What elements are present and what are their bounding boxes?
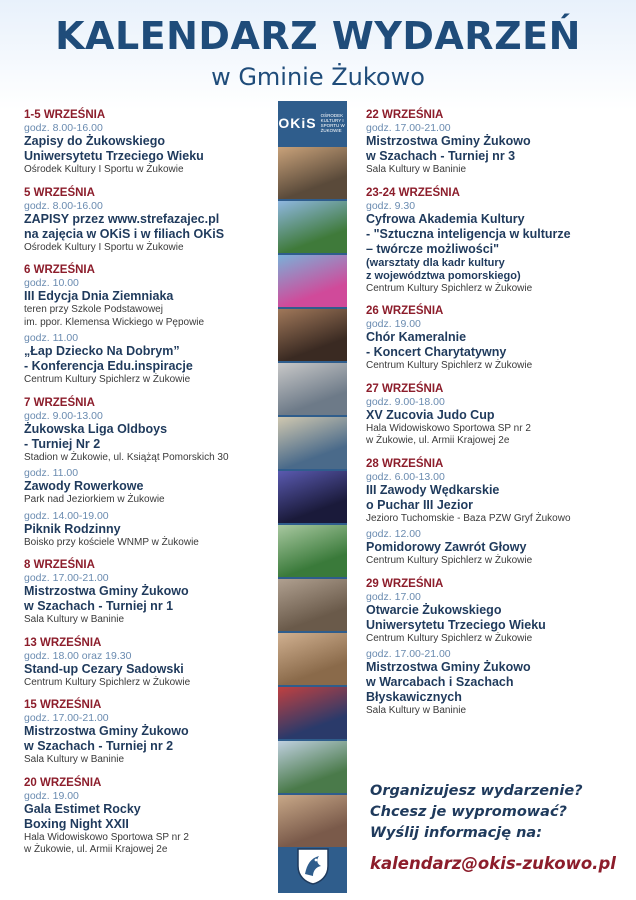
event-title-line: Otwarcie Żukowskiego bbox=[366, 602, 502, 617]
event-venue-line: w Żukowie, ul. Armii Krajowej 2e bbox=[24, 844, 168, 855]
event-title-line: w Szachach - Turniej nr 3 bbox=[366, 149, 516, 163]
event-entry bbox=[24, 277, 274, 329]
photo-list bbox=[278, 147, 347, 847]
event-title-line: Zawody Rowerkowe bbox=[24, 479, 144, 493]
event-date: 20 WRZEŚNIA bbox=[24, 776, 102, 789]
event-title-line: Uniwersytetu Trzeciego Wieku bbox=[366, 617, 546, 632]
cycling-photo-icon bbox=[278, 741, 347, 793]
event-date: 13 WRZEŚNIA bbox=[24, 636, 102, 649]
event-venue-line: Sala Kultury w Baninie bbox=[24, 754, 125, 765]
event-title-line: Mistrzostwa Gminy Żukowo bbox=[366, 660, 531, 674]
event-title-line: na zajęcia w OKiS i w filiach OKiS bbox=[24, 226, 225, 241]
event-title-line: - Turniej Nr 2 bbox=[24, 436, 101, 451]
event-entry bbox=[24, 467, 274, 507]
event-time: godz. 19.00 bbox=[366, 318, 421, 330]
left-event-column bbox=[24, 108, 274, 866]
promo-line: Organizujesz wydarzenie? bbox=[370, 783, 583, 799]
color-festival-photo-icon bbox=[278, 255, 347, 307]
event-title-line: o Puchar III Jezior bbox=[366, 497, 473, 512]
event-venue-line: Centrum Kultury Spichlerz w Żukowie bbox=[24, 676, 191, 688]
event-title-line: – twórcze możliwości" bbox=[366, 241, 500, 256]
event-venue-line: Centrum Kultury Spichlerz w Żukowie bbox=[366, 555, 533, 566]
contact-email-link[interactable]: kalendarz@okis-zukowo.pl bbox=[370, 854, 616, 873]
event-title-line: Chór Kameralnie bbox=[366, 330, 467, 344]
guitar-concert-photo-icon bbox=[278, 363, 347, 415]
event-date: 22 WRZEŚNIA bbox=[366, 109, 444, 121]
event-title-line: Żukowska Liga Oldboys bbox=[24, 421, 168, 436]
event-group bbox=[366, 577, 628, 718]
event-group bbox=[24, 776, 274, 857]
okis-logo-icon: OKiS bbox=[278, 115, 317, 131]
event-group bbox=[24, 186, 274, 255]
event-group bbox=[366, 382, 628, 448]
football-photo-icon bbox=[278, 525, 347, 577]
event-venue-line: Sala Kultury w Baninie bbox=[366, 705, 467, 716]
event-entry bbox=[366, 122, 628, 177]
event-venue-line: Ośrodek Kultury I Sportu w Żukowie bbox=[24, 164, 184, 175]
stage-band-photo-icon bbox=[278, 471, 347, 523]
event-time: godz. 18.00 oraz 19.30 bbox=[24, 649, 132, 662]
event-venue-line: teren przy Szkole Podstawowej bbox=[24, 304, 163, 315]
event-group bbox=[24, 396, 274, 550]
header bbox=[0, 14, 636, 94]
event-date: 23-24 WRZEŚNIA bbox=[366, 186, 460, 199]
event-venue-line: im. ppor. Klemensa Wickiego w Pępowie bbox=[24, 316, 205, 328]
event-time: godz. 9.00-18.00 bbox=[366, 395, 445, 408]
event-title-line: Pomidorowy Zawrót Głowy bbox=[366, 540, 527, 554]
event-time: godz. 19.00 bbox=[24, 789, 79, 802]
event-date: 5 WRZEŚNIA bbox=[24, 186, 95, 199]
event-title-line: XV Zucovia Judo Cup bbox=[366, 407, 495, 422]
event-venue-line: Stadion w Żukowie, ul. Książąt Pomorskich 30 bbox=[24, 451, 229, 463]
conference-photo-icon bbox=[278, 309, 347, 361]
event-date: 1-5 WRZEŚNIA bbox=[24, 109, 106, 121]
event-entry bbox=[366, 591, 628, 646]
chess-players-photo-icon bbox=[278, 579, 347, 631]
event-title-line: Gala Estimet Rocky bbox=[24, 801, 141, 816]
event-title-line: Piknik Rodzinny bbox=[24, 521, 121, 536]
event-entry bbox=[24, 650, 274, 690]
event-title-line: Boxing Night XXII bbox=[24, 816, 129, 831]
event-time: godz. 17.00-21.00 bbox=[366, 122, 451, 134]
event-venue-line: Park nad Jeziorkiem w Żukowie bbox=[24, 494, 165, 505]
event-venue-line: Centrum Kultury Spichlerz w Żukowie bbox=[366, 632, 533, 644]
event-date: 15 WRZEŚNIA bbox=[24, 699, 102, 711]
sports-hall-photo-icon bbox=[278, 633, 347, 685]
event-time: godz. 9.30 bbox=[366, 199, 416, 212]
judo-photo-icon bbox=[278, 687, 347, 739]
event-title-line: w Szachach - Turniej nr 2 bbox=[24, 739, 174, 753]
right-event-column bbox=[366, 108, 628, 727]
okis-logo-text: OŚRODEK KULTURY I SPORTU W ŻUKOWIE bbox=[320, 113, 345, 133]
event-date: 8 WRZEŚNIA bbox=[24, 559, 95, 571]
event-venue-line: Hala Widowiskowo Sportowa SP nr 2 bbox=[24, 831, 189, 843]
photo-strip bbox=[278, 101, 347, 893]
chess-photo-icon bbox=[278, 147, 347, 199]
event-title-line: Błyskawicznych bbox=[366, 690, 462, 704]
event-date: 6 WRZEŚNIA bbox=[24, 264, 95, 276]
event-venue-line: Ośrodek Kultury I Sportu w Żukowie bbox=[24, 241, 184, 253]
event-venue-line: Hala Widowiskowo Sportowa SP nr 2 bbox=[366, 422, 531, 434]
event-title-line: ZAPISY przez www.strefazajec.pl bbox=[24, 211, 220, 226]
event-entry bbox=[24, 200, 274, 255]
event-entry bbox=[24, 332, 274, 387]
event-group bbox=[24, 263, 274, 387]
event-time: godz. 8.00-16.00 bbox=[24, 122, 103, 134]
event-entry bbox=[366, 200, 628, 296]
event-title-line: Uniwersytetu Trzeciego Wieku bbox=[24, 149, 204, 163]
event-title-line: w Szachach - Turniej nr 1 bbox=[24, 599, 174, 613]
event-group bbox=[366, 304, 628, 373]
event-entry bbox=[24, 410, 274, 465]
event-note-line: z województwa pomorskiego) bbox=[366, 269, 521, 282]
promo-box bbox=[370, 781, 630, 873]
event-venue-line: Sala Kultury w Baninie bbox=[24, 614, 125, 625]
event-title-line: III Edycja Dnia Ziemniaka bbox=[24, 289, 174, 303]
event-time: godz. 10.00 bbox=[24, 277, 79, 289]
event-venue-line: w Żukowie, ul. Armii Krajowej 2e bbox=[366, 435, 510, 446]
event-date: 27 WRZEŚNIA bbox=[366, 382, 444, 395]
event-entry bbox=[366, 318, 628, 373]
event-time: godz. 8.00-16.00 bbox=[24, 199, 103, 212]
event-venue-line: Centrum Kultury Spichlerz w Żukowie bbox=[366, 282, 533, 294]
event-time: godz. 11.00 bbox=[24, 467, 79, 479]
event-date: 26 WRZEŚNIA bbox=[366, 305, 444, 317]
event-entry bbox=[24, 122, 274, 177]
event-group bbox=[24, 558, 274, 627]
classroom-photo-icon bbox=[278, 417, 347, 469]
event-group bbox=[366, 186, 628, 296]
okis-logo bbox=[278, 101, 347, 145]
event-title-line: „Łap Dziecko Na Dobrym” bbox=[24, 344, 180, 358]
event-title-line: Stand-up Cezary Sadowski bbox=[24, 661, 184, 676]
page-title: KALENDARZ WYDARZEŃ bbox=[55, 14, 581, 58]
event-entry bbox=[366, 648, 628, 718]
event-group bbox=[24, 108, 274, 177]
event-group bbox=[24, 698, 274, 767]
event-time: godz. 17.00-21.00 bbox=[366, 648, 451, 660]
event-title-line: - "Sztuczna inteligencja w kulturze bbox=[366, 226, 571, 241]
event-time: godz. 6.00-13.00 bbox=[366, 470, 445, 483]
page-subtitle: w Gminie Żukowo bbox=[211, 63, 425, 91]
event-note-line: (warsztaty dla kadr kultury bbox=[366, 256, 505, 269]
event-venue-line: Boisko przy kościele WNMP w Żukowie bbox=[24, 536, 199, 548]
griffin-crest-icon bbox=[278, 843, 347, 889]
event-title-line: w Warcabach i Szachach bbox=[366, 675, 514, 689]
event-time: godz. 12.00 bbox=[366, 528, 421, 540]
event-title-line: - Konferencja Edu.inspiracje bbox=[24, 359, 193, 373]
event-time: godz. 17.00 bbox=[366, 590, 421, 603]
event-title-line: Mistrzostwa Gminy Żukowo bbox=[24, 724, 189, 738]
event-group bbox=[366, 108, 628, 177]
promo-line: Chcesz je wypromować? bbox=[370, 804, 567, 820]
event-venue-line: Sala Kultury w Baninie bbox=[366, 164, 467, 175]
event-entry bbox=[366, 528, 628, 568]
event-time: godz. 17.00-21.00 bbox=[24, 712, 109, 724]
event-venue-line: Centrum Kultury Spichlerz w Żukowie bbox=[366, 360, 533, 371]
event-time: godz. 11.00 bbox=[24, 332, 79, 344]
event-time: godz. 14.00-19.00 bbox=[24, 509, 109, 522]
event-group bbox=[366, 457, 628, 568]
event-venue-line: Jezioro Tuchomskie - Baza PZW Gryf Żukowo bbox=[366, 512, 571, 524]
event-entry bbox=[366, 471, 628, 526]
event-venue-line: Centrum Kultury Spichlerz w Żukowie bbox=[24, 374, 191, 385]
event-entry bbox=[24, 510, 274, 550]
event-time: godz. 17.00-21.00 bbox=[24, 572, 109, 584]
event-title-line: Cyfrowa Akademia Kultury bbox=[366, 211, 525, 226]
event-time: godz. 9.00-13.00 bbox=[24, 409, 103, 422]
event-entry bbox=[24, 572, 274, 627]
event-group bbox=[24, 636, 274, 690]
event-title-line: III Zawody Wędkarskie bbox=[366, 482, 500, 497]
seniors-photo-icon bbox=[278, 795, 347, 847]
event-title-line: Zapisy do Żukowskiego bbox=[24, 134, 165, 148]
potato-field-photo-icon bbox=[278, 201, 347, 253]
event-entry bbox=[366, 396, 628, 448]
event-entry bbox=[24, 712, 274, 767]
promo-line: Wyślij informację na: bbox=[370, 825, 542, 841]
event-date: 29 WRZEŚNIA bbox=[366, 577, 444, 590]
event-entry bbox=[24, 790, 274, 857]
event-date: 7 WRZEŚNIA bbox=[24, 396, 95, 409]
event-date: 28 WRZEŚNIA bbox=[366, 457, 444, 470]
event-title-line: - Koncert Charytatywny bbox=[366, 345, 507, 359]
event-title-line: Mistrzostwa Gminy Żukowo bbox=[24, 584, 189, 598]
event-title-line: Mistrzostwa Gminy Żukowo bbox=[366, 134, 531, 148]
